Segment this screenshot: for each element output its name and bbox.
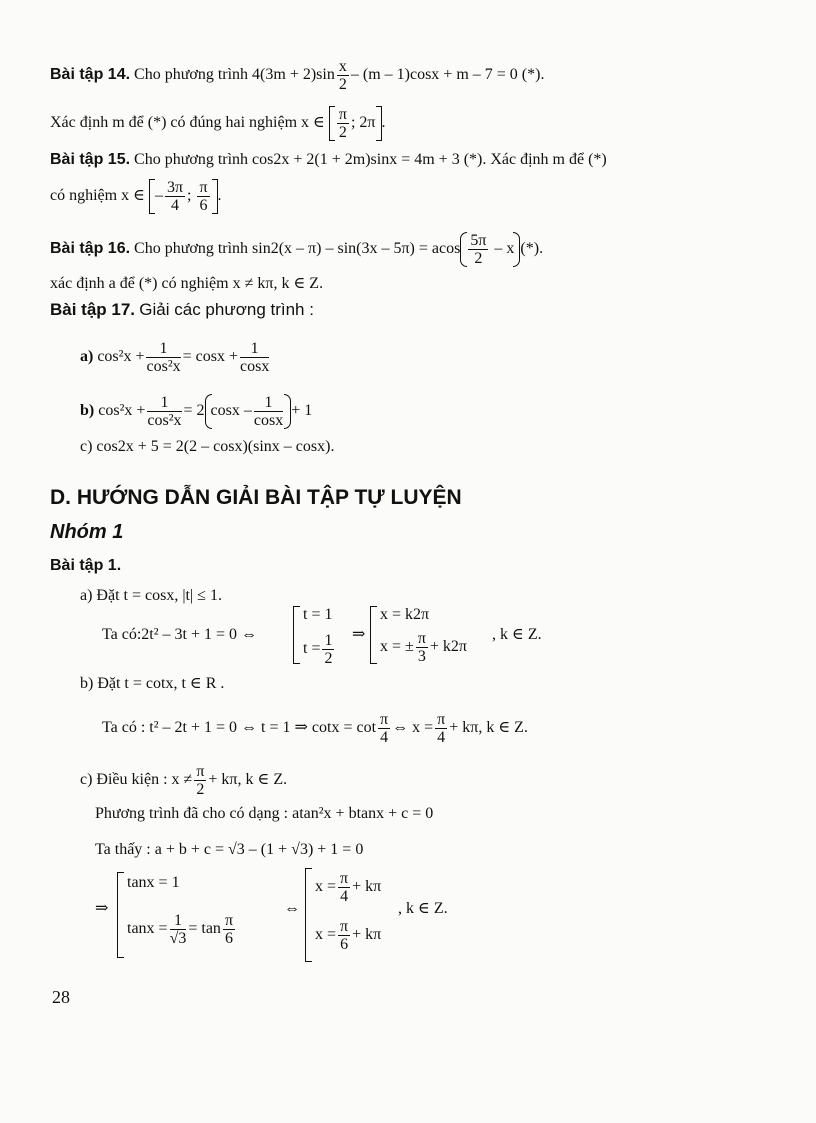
page-number: 28 — [52, 987, 70, 1007]
section-title: D. HƯỚNG DẪN GIẢI BÀI TẬP TỰ LUYỆN — [50, 486, 462, 509]
ex14-line1 — [50, 58, 544, 93]
ex17-a: a) cos²x + $\frac{1}{\text{cos²x}}$ = cosx + $\frac{1}{\cos x}$ — [80, 340, 270, 375]
sol1-b1: b) Đặt t = cotx, t ∈ R . — [80, 675, 225, 692]
sol1-a-tail: , k ∈ Z. — [492, 626, 542, 643]
ex17-intro: Giải các phương trình : — [139, 300, 314, 319]
group-title: Nhóm 1 — [50, 521, 124, 543]
ex15-text: Cho phương trình cos2x + 2(1 + 2m)sinx = 4m + 3 (*). Xác định m để (*) — [134, 151, 607, 168]
ex16-text-b: xác định a để (*) có nghiệm x ≠ kπ, k ∈ Z. — [50, 275, 324, 292]
sol1-c1: c) Điều kiện : x ≠ $\frac{\pi}{2}$ + kπ, k ∈ Z. — [80, 763, 288, 798]
ex14-line2: Xác định m để (*) có đúng hai nghiệm x ∈ $\frac{\pi}{2}$ ; 2π . — [50, 106, 386, 141]
ex14-label: Bài tập 14. — [50, 66, 131, 84]
ex15-line2: có nghiệm x ∈ – $\frac{3\pi}{4}$ ; $\frac{\pi}{6}$ . — [50, 179, 222, 214]
ex15-text-b: có nghiệm x ∈ — [50, 187, 145, 205]
c-equiv: ⇔ — [284, 900, 300, 917]
system-t: t = 1 t = $\frac{1}{2}$ — [293, 606, 353, 664]
sol1-c2: Phương trình đã cho có dạng : atan²x + btanx + c = 0 — [95, 805, 434, 822]
system-x-c: x = $\frac{\pi}{4}$ + kπ x = $\frac{\pi}{6}$ + kπ — [305, 868, 415, 962]
paren-group: $\frac{5\pi}{2}$ – x — [460, 232, 520, 267]
sol1-c3: Ta thấy : a + b + c = √3 – (1 + √3) + 1 = 0 — [95, 841, 364, 858]
ex14-text-b: – (m – 1)cosx + m – 7 = 0 (*). — [350, 66, 545, 84]
system-tan: tanx = 1 tanx = $\frac{1}{√3}$ = tan $\frac{\pi}{6}$ — [117, 872, 287, 958]
ex15-label: Bài tập 15. — [50, 151, 131, 168]
ex15-line1 — [50, 150, 607, 170]
ex17-b: b) cos²x + $\frac{1}{\text{cos²x}}$ = 2 cosx – $\frac{1}{\cos x}$ + 1 — [80, 394, 313, 429]
paren-group: cosx – $\frac{1}{\cos x}$ — [205, 394, 292, 429]
sol1-label: Bài tập 1. — [50, 557, 122, 574]
interval-bracket: $\frac{\pi}{2}$ ; 2π — [329, 106, 382, 141]
implies-arrow: ⇒ — [352, 626, 366, 643]
ex17-heading — [50, 300, 314, 320]
ex17-label: Bài tập 17. — [50, 300, 136, 319]
ex14-question: Xác định m để (*) có đúng hai nghiệm x ∈ — [50, 114, 325, 132]
sol1-a1: a) Đặt t = cosx, |t| ≤ 1. — [80, 587, 222, 604]
fraction-x-over-2: $\frac{x}{2}$ — [338, 58, 347, 93]
ex16-line2 — [50, 274, 323, 294]
ex17-c: c) cos2x + 5 = 2(2 – cosx)(sinx – cosx). — [80, 438, 335, 455]
interval-bracket: – $\frac{3\pi}{4}$ ; $\frac{\pi}{6}$ — [149, 179, 218, 214]
sol1-b2: Ta có : t² – 2t + 1 = 0 ⇔ t = 1 ⇒ cotx = cot $\frac{\pi}{4}$ ⇔ x = $\frac{\pi}{4}$ + kπ, k ∈ Z. — [102, 711, 528, 746]
system-x: x = k2π x = ± $\frac{\pi}{3}$ + k2π — [370, 606, 500, 664]
ex16-text-a: Cho phương trình sin2(x – π) – sin(3x – 5π) = acos — [134, 240, 461, 258]
sol1-a2: Ta có:2t² – 3t + 1 = 0 ⇔ — [102, 626, 258, 643]
ex14-text-a: Cho phương trình 4(3m + 2)sin — [134, 66, 335, 84]
ex16-label: Bài tập 16. — [50, 240, 131, 258]
c-tail: , k ∈ Z. — [398, 900, 448, 917]
ex16-line1: Bài tập 16. Cho phương trình sin2(x – π) – sin(3x – 5π) = acos $\frac{5\pi}{2}$ – x (*). — [50, 232, 544, 267]
c-implies-arrow: ⇒ — [95, 900, 109, 917]
